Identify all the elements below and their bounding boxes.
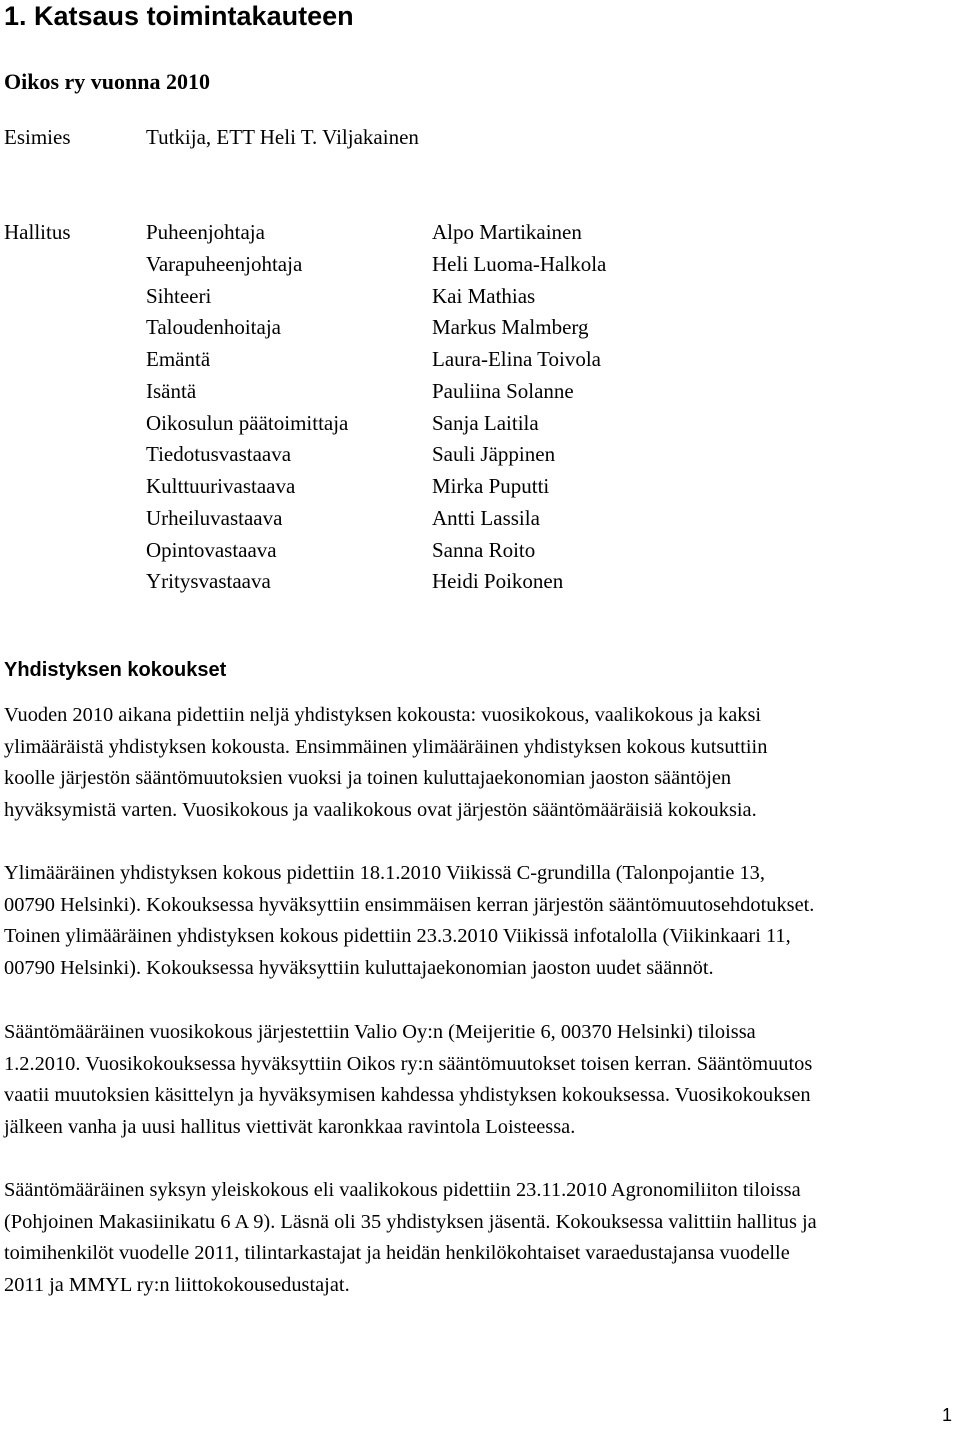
meetings-paragraph [4,1017,958,1143]
board-row [0,567,960,599]
board-person: Heidi Poikonen [432,569,564,594]
board-role: Tiedotusvastaava [146,442,292,467]
paragraph-line: 00790 Helsinki). Kokouksessa hyväksyttiin kuluttajaekonomian jaoston uudet säännöt. [4,956,714,979]
meetings-paragraph [4,700,958,826]
board-row [0,377,960,409]
paragraph-line: ylimääräistä yhdistyksen kokousta. Ensimmäinen ylimääräinen yhdistyksen kokous kutsuttiin [4,735,768,758]
board-person: Kai Mathias [432,283,536,308]
board-row [0,409,960,441]
paragraph-line: vaatii muutoksien käsittelyn ja hyväksymisen kahdessa yhdistyksen kokouksessa. Vuosikokouksen [4,1084,811,1106]
board-person: Sauli Jäppinen [432,442,556,467]
board-person: Sanna Roito [432,537,536,562]
board-role: Oikosulun päätoimittaja [146,410,349,435]
paragraph-line: (Pohjoinen Makasiinikatu 6 A 9). Läsnä oli 35 yhdistyksen jäsentä. Kokouksessa valittiin hallitus ja [4,1210,817,1233]
board-table [0,218,960,599]
paragraph-line: 00790 Helsinki). Kokouksessa hyväksyttiin ensimmäisen kerran järjestön sääntömuutosehdotukset. [4,893,815,916]
board-role: Sihteeri [146,283,212,308]
board-label: Hallitus [4,220,71,244]
paragraph-line: 2011 ja MMYL ry:n liittokokousedustajat. [4,1273,350,1296]
board-role: Kulttuurivastaava [146,474,296,498]
board-person: Sanja Laitila [432,410,539,435]
paragraph-line: hyväksymistä varten. Vuosikokous ja vaalikokous ovat järjestön sääntömääräisiä kokouksia. [4,798,757,821]
board-row [0,440,960,472]
section-subtitle: Oikos ry vuonna 2010 [4,69,210,94]
board-role: Emäntä [146,347,211,371]
board-row [0,536,960,568]
board-role: Yritysvastaava [146,569,271,594]
board-person: Antti Lassila [432,505,540,530]
meetings-heading: Yhdistyksen kokoukset [4,659,227,681]
board-row [0,250,960,282]
page-number: 1 [941,1405,952,1425]
board-role: Taloudenhoitaja [146,315,281,340]
chair-value: Tutkija, ETT Heli T. Viljakainen [146,125,419,149]
paragraph-line: Ylimääräinen yhdistyksen kokous pidettiin 18.1.2010 Viikissä C-grundilla (Talonpojantie 13, [4,862,765,884]
board-person: Pauliina Solanne [432,378,574,403]
board-role: Varapuheenjohtaja [146,251,303,276]
board-row [0,218,960,250]
board-row [0,282,960,314]
board-role: Urheiluvastaava [146,505,283,530]
section-heading: 1. Katsaus toimintakauteen [4,1,354,31]
paragraph-line: jälkeen vanha ja uusi hallitus viettivät karonkkaa ravintola Loisteessa. [4,1115,576,1138]
paragraph-line: Sääntömääräinen syksyn yleiskokous eli vaalikokous pidettiin 23.11.2010 Agronomiliiton tiloissa [4,1179,801,1201]
board-person: Heli Luoma-Halkola [432,251,607,276]
paragraph-line: Toinen ylimääräinen yhdistyksen kokous pidettiin 23.3.2010 Viikissä infotalolla (Viikinkaari 11, [4,925,791,947]
paragraph-line: toimihenkilöt vuodelle 2011, tilintarkastajat ja heidän henkilökohtaiset varaedustajansa vuodelle [4,1242,790,1264]
board-person: Alpo Martikainen [432,220,582,244]
board-row [0,472,960,504]
paragraph-line: Sääntömääräinen vuosikokous järjestettiin Valio Oy:n (Meijeritie 6, 00370 Helsinki) tiloissa [4,1021,756,1043]
board-role: Puheenjohtaja [146,220,265,244]
board-row [0,504,960,536]
paragraph-line: Vuoden 2010 aikana pidettiin neljä yhdistyksen kokousta: vuosikokous, vaalikokous ja kaksi [4,704,762,726]
paragraph-line: koolle järjestön sääntömuutoksien vuoksi ja toinen kuluttajaekonomian jaoston sääntöjen [4,767,732,789]
meetings-paragraph [4,1175,958,1301]
chair-label: Esimies [4,125,71,149]
board-person: Markus Malmberg [432,315,589,340]
board-person: Mirka Puputti [432,474,550,498]
board-role: Isäntä [146,378,197,403]
board-person: Laura-Elina Toivola [432,347,601,371]
board-row [0,345,960,377]
meetings-paragraph [4,858,958,984]
board-role: Opintovastaava [146,537,277,562]
paragraph-line: 1.2.2010. Vuosikokouksessa hyväksyttiin Oikos ry:n sääntömuutokset toisen kerran. Sääntömuutos [4,1052,813,1075]
board-row [0,313,960,345]
